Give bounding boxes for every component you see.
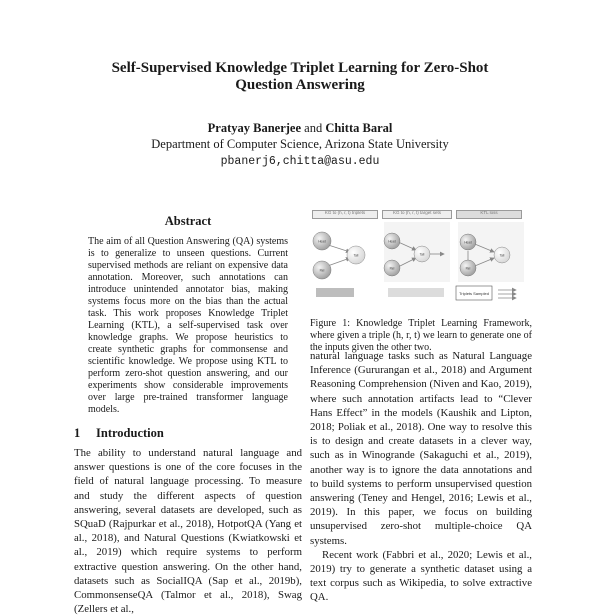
author-2: Chitta Baral <box>325 121 393 135</box>
paper-title <box>60 60 540 94</box>
affiliation: Department of Computer Science, Arizona State University <box>151 137 449 151</box>
abstract-text: The aim of all Question Answering (QA) systems is to generalize to unseen questions. Current supervised methods are reliant on expensive data annotation. Moreover, such annotations can introduce unintended annotator bias, making systems focus more on the bias than the actual task. This work proposes Knowledge Triplet Learning (KTL), a self-supervised task over knowledge graphs. We propose heuristics to create synthetic graphs for commonsense and scientific knowledge. We propose using KTL to perform zero-shot question answering, and our experiments show considerable improvements over large pre-trained transformer language models. <box>88 236 288 415</box>
figure-caption: Figure 1: Knowledge Triplet Learning Framework, where given a triple (h, r, t) we learn to generate one of the inputs given the other two. <box>310 318 532 353</box>
figure-panel-label-2: KG to (h, r, t) target sets <box>382 210 452 219</box>
email-line <box>60 152 540 170</box>
intro-right-column <box>310 349 532 605</box>
figure-diagram <box>310 210 532 310</box>
author-and: and <box>304 121 323 135</box>
author-block <box>60 120 540 170</box>
figure-panel-label-3: KTL loss <box>456 210 522 219</box>
node-label-2: Rel <box>319 268 325 273</box>
figure-panel-3 <box>456 222 524 300</box>
node-label-8: Rel <box>465 266 471 271</box>
abstract-heading: Abstract <box>164 214 212 228</box>
figure-panel-1 <box>313 232 365 297</box>
section-heading-introduction <box>74 426 164 441</box>
figure-panel-2 <box>384 222 450 297</box>
intro-left-column <box>74 446 302 616</box>
section-number: 1 <box>74 426 81 440</box>
email-handles: pbanerj6,chitta@asu.edu <box>220 155 380 168</box>
title-line-2: Question Answering <box>235 77 365 93</box>
figure-panel-label-1: KG to (h, r, t) triplets <box>312 210 378 219</box>
node-label-9: Tail <box>499 253 505 258</box>
figure-ktl-framework <box>310 210 532 310</box>
panel-2-bar <box>388 288 444 297</box>
author-names <box>60 120 540 136</box>
node-label-3: Tail <box>353 253 359 258</box>
node-label-6: Tail <box>419 252 425 257</box>
node-label-4: Head <box>388 239 396 244</box>
legend-label: Triplets Sampled <box>459 291 489 296</box>
panel-1-bar <box>316 288 354 297</box>
node-label-1: Head <box>318 239 326 244</box>
intro-paragraph-1: The ability to understand natural language and answer questions is one of the core focuses in the field of natural language processing. To measure and study the different aspects of question answering, several datasets are developed, such as SQuaD (Rajpurkar et al., 2018), HotpotQA (Yang et al., 2018), and Natural Questions (Kwiatkowski et al., 2019) which require systems to perform extractive question answering. On the other hand, datasets such as SocialIQA (Sap et al., 2019b), CommonsenseQA (Talmor et al., 2018), Swag (Zellers et al., <box>74 447 302 616</box>
intro-paragraph-3: Recent work (Fabbri et al., 2020; Lewis et al., 2019) try to generate a synthetic dataset using a text corpus such as Wikipedia, to solve extractive QA. <box>310 548 532 604</box>
node-label-5: Rel <box>389 266 395 271</box>
intro-paragraph-2: natural language tasks such as Natural Language Inference (Gururangan et al., 2018) and Argument Reasoning Comprehension (Niven and Kao, 2019), where such annotation artifacts lead to “Clever Hans Effect” in the models (Kaushik and Lipton, 2018; Poliak et al., 2018). One way to resolve this is to design and create datasets in a clever way, such as in Winogrande (Sakaguchi et al., 2019), another way is to ignore the data annotations and to build systems to perform unsupervised question answering (Teney and Hengel, 2016; Lewis et al., 2019). In this paper, we focus on building unsupervised zero-shot multiple-choice QA systems. <box>310 350 532 547</box>
author-1: Pratyay Banerjee <box>207 121 302 135</box>
section-title: Introduction <box>96 426 164 440</box>
title-line-1: Self-Supervised Knowledge Triplet Learning for Zero-Shot <box>111 60 489 76</box>
node-label-7: Head <box>464 240 472 245</box>
